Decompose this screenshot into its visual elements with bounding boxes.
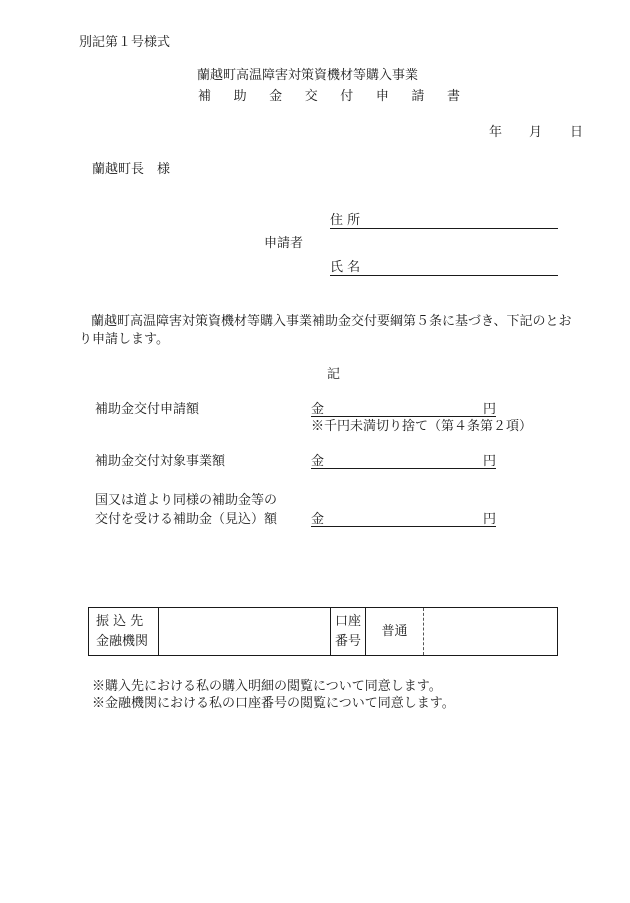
title-char: 補: [198, 89, 212, 104]
date-month-label: 月: [529, 125, 543, 140]
title-char: 金: [269, 89, 283, 104]
title-char: 付: [340, 89, 354, 104]
title-char: 申: [375, 89, 389, 104]
date-day-label: 日: [570, 125, 584, 140]
title-char: 請: [411, 89, 425, 104]
other-grant-unit: 円: [482, 512, 496, 527]
other-grant-prefix: 金: [311, 512, 325, 527]
other-grant-label-line-2: 交付を受ける補助金（見込）額: [95, 512, 278, 527]
address-label: 住 所: [330, 213, 361, 228]
consent-purchase: ※購入先における私の購入明細の閲覧について同意します。: [92, 679, 442, 694]
name-label: 氏 名: [330, 260, 361, 275]
other-grant-field[interactable]: [311, 513, 496, 527]
project-amount-unit: 円: [482, 454, 496, 469]
consent-bank: ※金融機関における私の口座番号の閲覧について同意します。: [92, 696, 455, 711]
title-char: 交: [304, 89, 318, 104]
title-line-2: [198, 90, 460, 103]
address-field[interactable]: [330, 214, 558, 229]
bank-label-cell: [89, 608, 159, 656]
apply-amount-prefix: 金: [311, 402, 325, 417]
bank-label-line-2: 金融機関: [96, 633, 149, 649]
project-amount-label: 補助金交付対象事業額: [95, 454, 226, 469]
applicant-label: 申請者: [264, 236, 304, 251]
account-type-cell: [366, 608, 424, 656]
account-label-cell: [331, 608, 366, 656]
apply-amount-label: 補助金交付申請額: [95, 402, 200, 417]
bank-institution-field[interactable]: [159, 608, 331, 656]
other-grant-label-line-1: 国又は道より同様の補助金等の: [95, 493, 278, 508]
name-field[interactable]: [330, 261, 558, 276]
date-year-label: 年: [489, 125, 503, 140]
title-char: 書: [446, 89, 460, 104]
bank-label-line-1: 振 込 先: [96, 613, 144, 629]
form-number: 別記第１号様式: [79, 35, 171, 50]
apply-amount-field[interactable]: [311, 403, 496, 417]
body-line-2: り申請します。: [79, 332, 169, 347]
title-char: 助: [233, 89, 247, 104]
apply-amount-note: ※千円未満切り捨て（第４条第２項）: [311, 419, 533, 434]
account-label-line-1: 口座: [334, 613, 361, 629]
body-line-1: 蘭越町高温障害対策資機材等購入事業補助金交付要綱第５条に基づき、下記のとお: [91, 314, 572, 329]
ki-heading: 記: [327, 367, 341, 382]
apply-amount-unit: 円: [482, 402, 496, 417]
project-amount-field[interactable]: [311, 455, 496, 469]
project-amount-prefix: 金: [311, 454, 325, 469]
bank-table: [88, 607, 558, 656]
addressee: 蘭越町長 様: [92, 162, 171, 177]
account-type: 普通: [381, 624, 408, 639]
account-number-field[interactable]: [424, 608, 558, 656]
title-line-1: 蘭越町高温障害対策資機材等購入事業: [197, 68, 419, 83]
account-label-line-2: 番号: [334, 633, 361, 649]
